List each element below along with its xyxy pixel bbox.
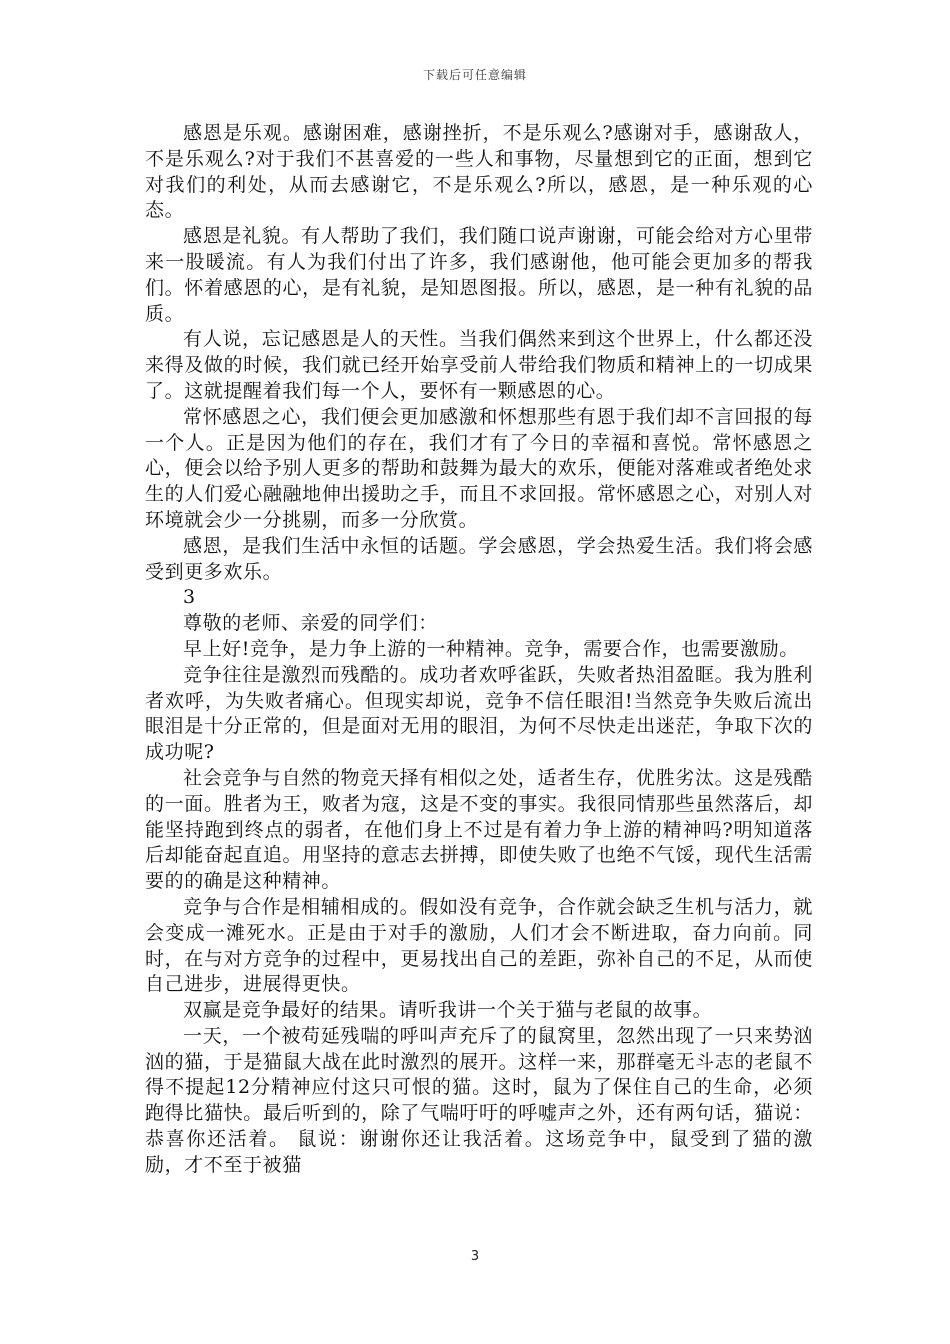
paragraph: 常怀感恩之心，我们便会更加感激和怀想那些有恩于我们却不言回报的每一个人。正是因为他们的存在，我们才有了今日的幸福和喜悦。常怀感恩之心，便会以给予别人更多的帮助和鼓舞为最大的欢乐，便能对落难或者绝处求生的人们爱心融融地伸出援助之手，而且不求回报。常怀感恩之心，对别人对环境就会少一分挑剔，而多一分欣赏。: [145, 405, 813, 531]
document-body: [145, 121, 813, 1179]
section-number: 3: [183, 586, 196, 609]
page-number: 3: [470, 1249, 480, 1264]
paragraph: 早上好!竞争，是力争上游的一种精神。竞争，需要合作，也需要激励。: [183, 637, 799, 660]
paragraph: 有人说，忘记感恩是人的天性。当我们偶然来到这个世界上，什么都还没来得及做的时候，我们就已经开始享受前人带给我们物质和精神上的一切成果了。这就提醒着我们每一个人，要怀有一颗感恩的心。: [145, 328, 813, 402]
paragraph: 竞争往往是激烈而残酷的。成功者欢呼雀跃，失败者热泪盈眶。我为胜利者欢呼，为失败者痛心。但现实却说，竞争不信任眼泪!当然竞争失败后流出眼泪是十分正常的，但是面对无用的眼泪，为何不尽快走出迷茫，争取下次的成功呢?: [145, 663, 813, 764]
page-header: 下载后可任意编辑: [422, 68, 527, 82]
paragraph: 竞争与合作是相辅相成的。假如没有竞争，合作就会缺乏生机与活力，就会变成一滩死水。正是由于对手的激励，人们才会不断进取，奋力向前。同时，在与对方竞争的过程中，更易找出自己的差距，弥补自己的不足，从而使自己进步，进展得更快。: [145, 895, 813, 996]
paragraph: 感恩是乐观。感谢困难，感谢挫折，不是乐观么?感谢对手，感谢敌人，不是乐观么?对于我们不甚喜爱的一些人和事物，尽量想到它的正面，想到它对我们的利处，从而去感谢它，不是乐观么?所以，感恩，是一种乐观的心态。: [145, 122, 813, 222]
paragraph: 感恩是礼貌。有人帮助了我们，我们随口说声谢谢，可能会给对方心里带来一股暖流。有人为我们付出了许多，我们感谢他，他可能会更加多的帮我们。怀着感恩的心，是有礼貌，是知恩图报。所以，感恩，是一种有礼貌的品质。: [145, 225, 813, 325]
paragraph: 双赢是竞争最好的结果。请听我讲一个关于猫与老鼠的故事。: [183, 999, 713, 1022]
paragraph: 一天，一个被苟延残喘的呼叫声充斥了的鼠窝里，忽然出现了一只来势汹汹的猫，于是猫鼠大战在此时激烈的展开。这样一来，那群毫无斗志的老鼠不得不提起12分精神应付这只可恨的猫。这时，鼠为了保住自己的生命，必须跑得比猫快。最后听到的，除了气喘吁吁的呼嘘声之外，还有两句话，猫说：恭喜你还活着。 鼠说：谢谢你还让我活着。这场竞争中，鼠受到了猫的激励，才不至于被猫: [145, 1024, 813, 1176]
paragraph: 感恩，是我们生活中永恒的话题。学会感恩，学会热爱生活。我们将会感受到更多欢乐。: [145, 534, 813, 583]
paragraph: 社会竞争与自然的物竞天择有相似之处，适者生存，优胜劣汰。这是残酷的一面。胜者为王，败者为寇，这是不变的事实。我很同情那些虽然落后，却能坚持跑到终点的弱者，在他们身上不过是有着力争上游的精神吗?明知道落后却能奋起直追。用坚持的意志去拼搏，即使失败了也绝不气馁，现代生活需要的的确是这种精神。: [145, 766, 813, 893]
salutation: 尊敬的老师、亲爱的同学们：: [183, 612, 438, 635]
